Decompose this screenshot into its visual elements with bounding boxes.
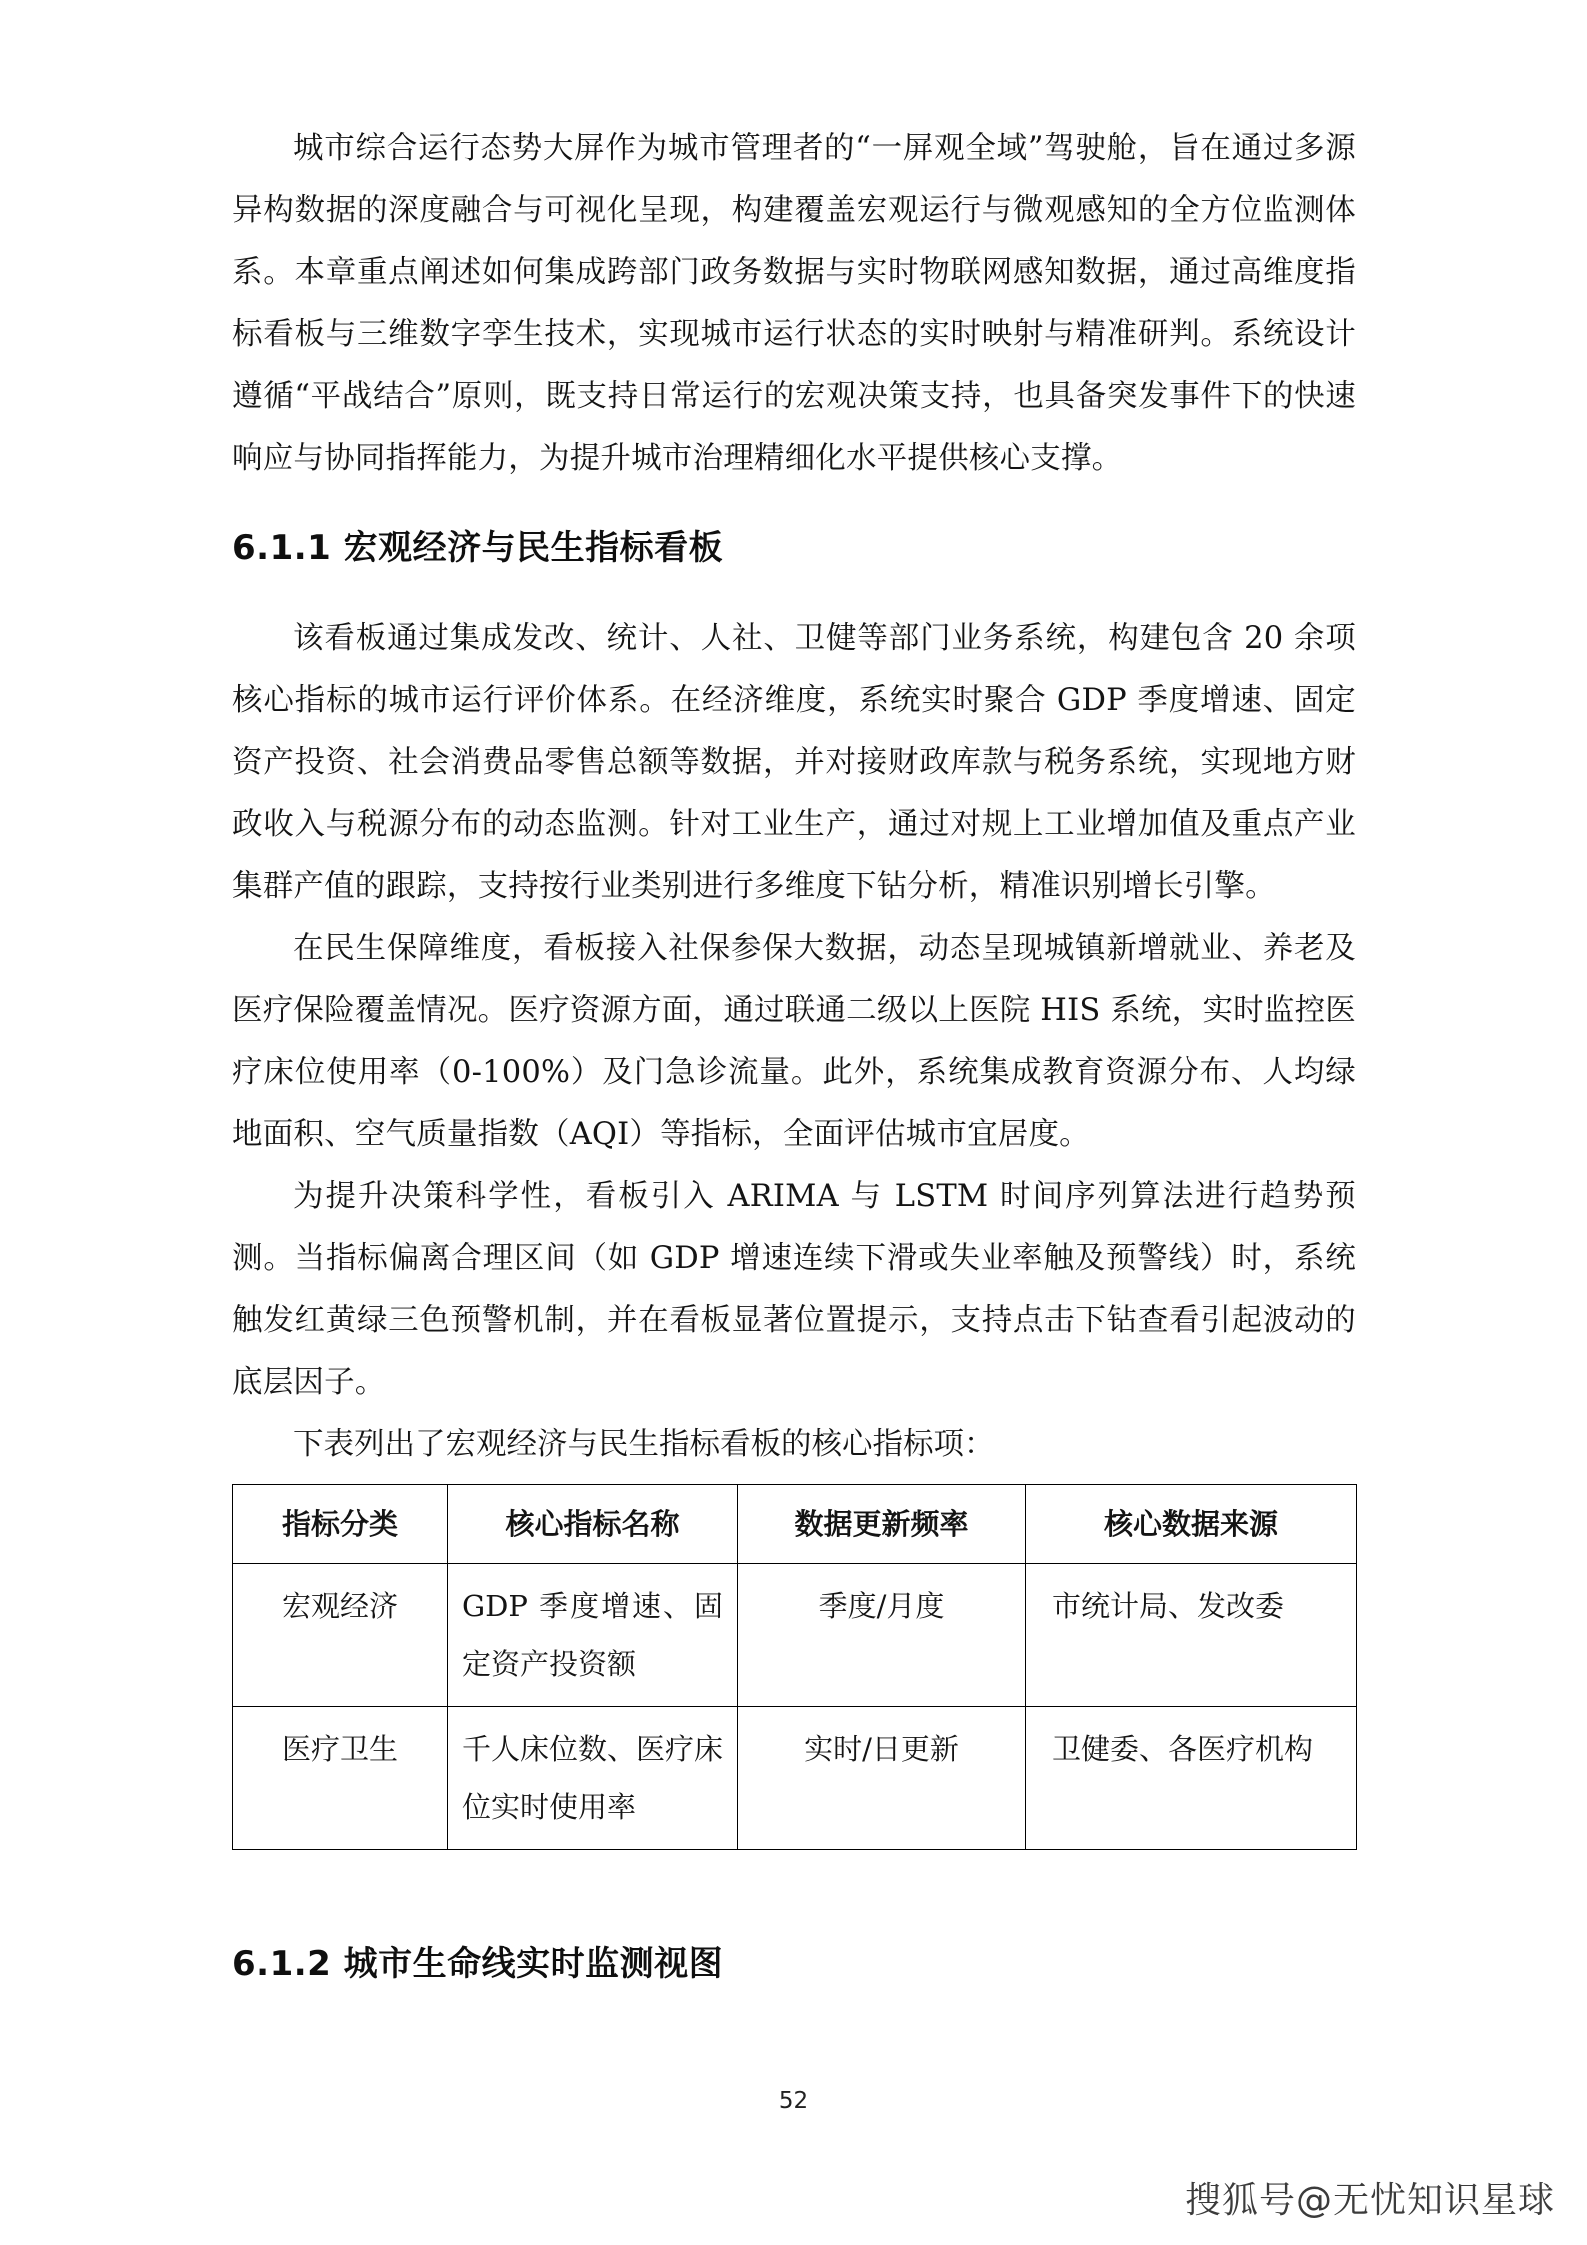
- cell-metric: 千人床位数、医疗床位实时使用率: [448, 1707, 738, 1850]
- paragraph-forecast-alerts: 为提升决策科学性，看板引入 ARIMA 与 LSTM 时间序列算法进行趋势预测。当指标偏离合理区间（如 GDP 增速连续下滑或失业率触及预警线）时，系统触发红黄绿三色预警机制，并在看板显著位置提示，支持点击下钻查看引起波动的底层因子。: [232, 1179, 1356, 1401]
- paragraph-economy-indicators: 该看板通过集成发改、统计、人社、卫健等部门业务系统，构建包含 20 余项核心指标的城市运行评价体系。在经济维度，系统实时聚合 GDP 季度增速、固定资产投资、社会消费品零售总额等数据，并对接财政库款与税务系统，实现地方财政收入与税源分布的动态监测。针对工业生产，通过对规上工业增加值及重点产业集群产值的跟踪，支持按行业类别进行多维度下钻分析，精准识别增长引擎。: [232, 621, 1356, 905]
- cell-source: 市统计局、发改委: [1026, 1564, 1357, 1707]
- intro-paragraph: 城市综合运行态势大屏作为城市管理者的“一屏观全域”驾驶舱，旨在通过多源异构数据的深度融合与可视化呈现，构建覆盖宏观运行与微观感知的全方位监测体系。本章重点阐述如何集成跨部门政务数据与实时物联网感知数据，通过高维度指标看板与三维数字孪生技术，实现城市运行状态的实时映射与精准研判。系统设计遵循“平战结合”原则，既支持日常运行的宏观决策支持，也具备突发事件下的快速响应与协同指挥能力，为提升城市治理精细化水平提供核心支撑。: [232, 131, 1356, 476]
- watermark: 搜狐号@无忧知识星球: [1184, 2180, 1555, 2221]
- spacer: [232, 490, 1356, 526]
- cell-category: 宏观经济: [233, 1564, 448, 1707]
- table-header-category: 指标分类: [233, 1485, 448, 1564]
- cell-frequency: 季度/月度: [738, 1564, 1026, 1707]
- table-intro-text: 下表列出了宏观经济与民生指标看板的核心指标项：: [293, 1427, 995, 1463]
- cell-category: 医疗卫生: [233, 1707, 448, 1850]
- table-header-row: [233, 1485, 1357, 1564]
- page-content: [232, 118, 1356, 1986]
- spacer: [232, 1850, 1356, 1942]
- spacer: [232, 570, 1356, 608]
- heading-6-1-2: 6.1.2 城市生命线实时监测视图: [232, 1944, 724, 1985]
- table-row: [233, 1707, 1357, 1850]
- core-indicators-table: [232, 1484, 1357, 1850]
- cell-metric: GDP 季度增速、固定资产投资额: [448, 1564, 738, 1707]
- paragraph-livelihood-indicators: 在民生保障维度，看板接入社保参保大数据，动态呈现城镇新增就业、养老及医疗保险覆盖情况。医疗资源方面，通过联通二级以上医院 HIS 系统，实时监控医疗床位使用率（0-100%）及门急诊流量。此外，系统集成教育资源分布、人均绿地面积、空气质量指数（AQI）等指标，全面评估城市宜居度。: [232, 931, 1356, 1153]
- table-header-source: 核心数据来源: [1026, 1485, 1357, 1564]
- table-header-metric: 核心指标名称: [448, 1485, 738, 1564]
- cell-frequency: 实时/日更新: [738, 1707, 1026, 1850]
- page-number: 52: [778, 2088, 809, 2114]
- table-header-frequency: 数据更新频率: [738, 1485, 1026, 1564]
- heading-6-1-1: 6.1.1 宏观经济与民生指标看板: [232, 528, 724, 568]
- table-row: [233, 1564, 1357, 1707]
- cell-source: 卫健委、各医疗机构: [1026, 1707, 1357, 1850]
